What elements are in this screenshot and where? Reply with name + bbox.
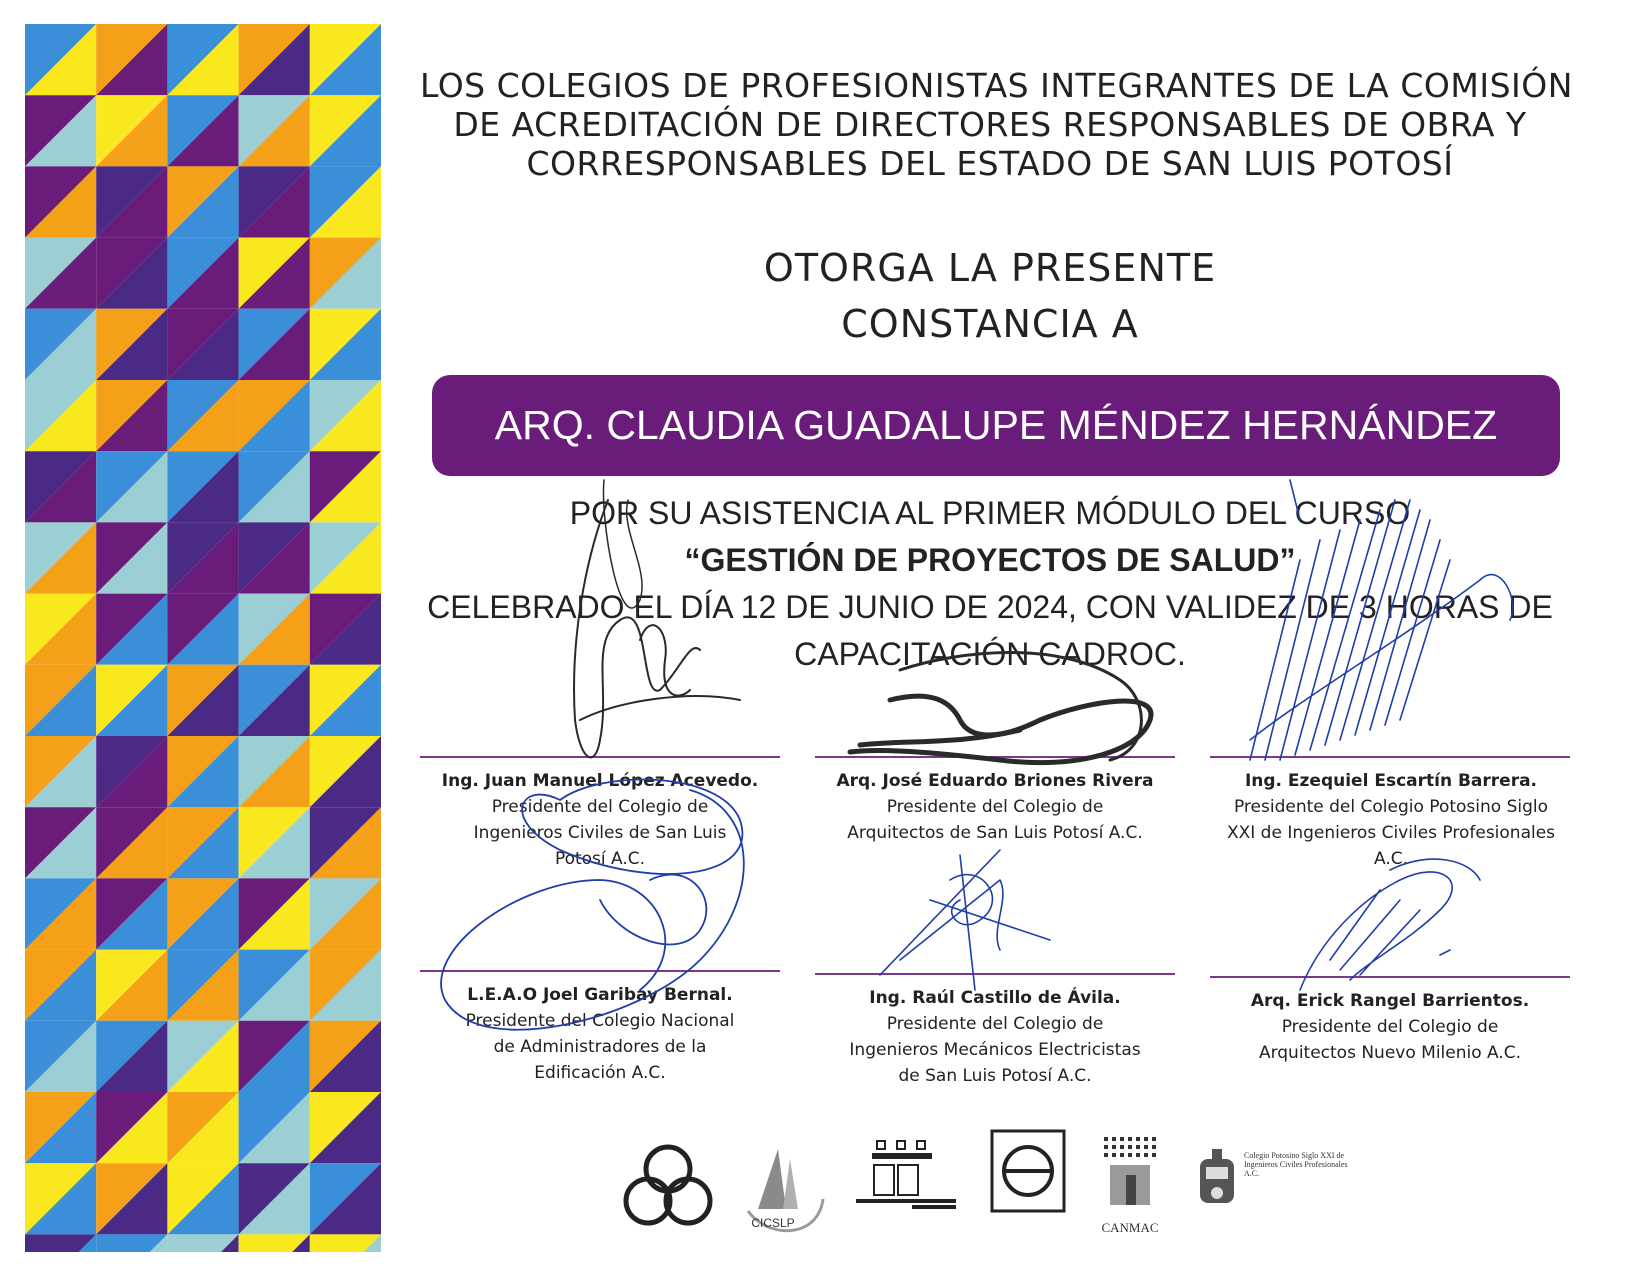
conae-logo-icon — [990, 1129, 1066, 1213]
cicslp-text: CICSLP — [751, 1216, 795, 1230]
signatory-title: Presidente del Colegio de Arquitectos Nuevo Milenio A.C. — [1258, 1017, 1522, 1063]
signatory-block — [1210, 988, 1570, 1066]
signatory-title: Presidente del Colegio Potosino Siglo XXI de Ingenieros Civiles Profesionales A.C. — [1226, 797, 1556, 869]
canmac-logo-icon — [1100, 1135, 1160, 1235]
signature-raul — [880, 850, 1050, 990]
course-name: “GESTIÓN DE PROYECTOS DE SALUD” — [684, 542, 1296, 578]
signatory-name: L.E.A.O Joel Garibay Bernal. — [467, 985, 733, 1005]
signatory-block — [420, 982, 780, 1086]
body-line-3: CELEBRADO EL DÍA 12 DE JUNIO DE 2024, CON VALIDEZ DE 3 HORAS DE — [427, 589, 1553, 625]
signatory-name: Ing. Ezequiel Escartín Barrera. — [1244, 771, 1538, 791]
cicslp-logo-icon — [738, 1139, 828, 1235]
header-line: LOS COLEGIOS DE PROFESIONISTAS INTEGRANTES DE LA COMISIÓN — [420, 66, 1573, 105]
certificate-body — [420, 490, 1560, 678]
grant-line-2: CONSTANCIA A — [841, 302, 1139, 346]
signature-line — [815, 973, 1175, 975]
signatory-title: Presidente del Colegio de Arquitectos de San Luis Potosí A.C. — [847, 797, 1143, 843]
signature-line — [815, 756, 1175, 758]
association-logos — [620, 1125, 1380, 1245]
signatory-block — [420, 768, 780, 872]
signature-line — [1210, 756, 1570, 758]
grant-line-1: OTORGA LA PRESENTE — [763, 246, 1217, 290]
recipient-name: ARQ. CLAUDIA GUADALUPE MÉNDEZ HERNÁNDEZ — [494, 402, 1498, 448]
signatory-block — [815, 768, 1175, 846]
signatory-name: Ing. Raúl Castillo de Ávila. — [869, 988, 1121, 1008]
body-line-1: POR SU ASISTENCIA AL PRIMER MÓDULO DEL CURSO — [569, 495, 1411, 531]
cime-logo-icon — [620, 1139, 716, 1235]
decorative-triangle-band — [25, 24, 381, 1252]
signatory-title: Presidente del Colegio Nacional de Administradores de la Edificación A.C. — [465, 1011, 735, 1083]
signature-line — [1210, 976, 1570, 978]
signatory-block — [1210, 768, 1572, 872]
recipient-banner — [432, 375, 1560, 476]
signatory-name: Ing. Juan Manuel López Acevedo. — [441, 771, 759, 791]
signature-erick — [1300, 859, 1480, 990]
colegio-arquitectos-logo-icon — [852, 1139, 962, 1219]
issuer-header — [420, 66, 1573, 183]
canmac-text: CANMAC — [1101, 1220, 1159, 1235]
signature-jose-eduardo — [850, 696, 1151, 763]
signatory-title: Presidente del Colegio de Ingenieros Civiles de San Luis Potosí A.C. — [473, 797, 727, 869]
siglo-xxi-logo-icon — [1192, 1145, 1348, 1215]
header-line: CORRESPONSABLES DEL ESTADO DE SAN LUIS POTOSÍ — [526, 144, 1454, 183]
grant-statement — [700, 240, 1280, 352]
signatory-block — [815, 985, 1175, 1089]
signature-line — [420, 756, 780, 758]
header-line: DE ACREDITACIÓN DE DIRECTORES RESPONSABLES DE OBRA Y — [453, 105, 1527, 144]
signatory-title: Presidente del Colegio de Ingenieros Mecánicos Electricistas de San Luis Potosí A.C. — [849, 1014, 1141, 1086]
signatory-name: Arq. Erick Rangel Barrientos. — [1250, 991, 1530, 1011]
siglo-xxi-text: Colegio Potosino Siglo XXI de Ingenieros Civiles Profesionales A.C. — [1244, 1151, 1348, 1178]
signature-line — [420, 970, 780, 972]
signatory-name: Arq. José Eduardo Briones Rivera — [836, 771, 1154, 791]
body-line-4: CAPACITACIÓN CADROC. — [794, 636, 1186, 672]
